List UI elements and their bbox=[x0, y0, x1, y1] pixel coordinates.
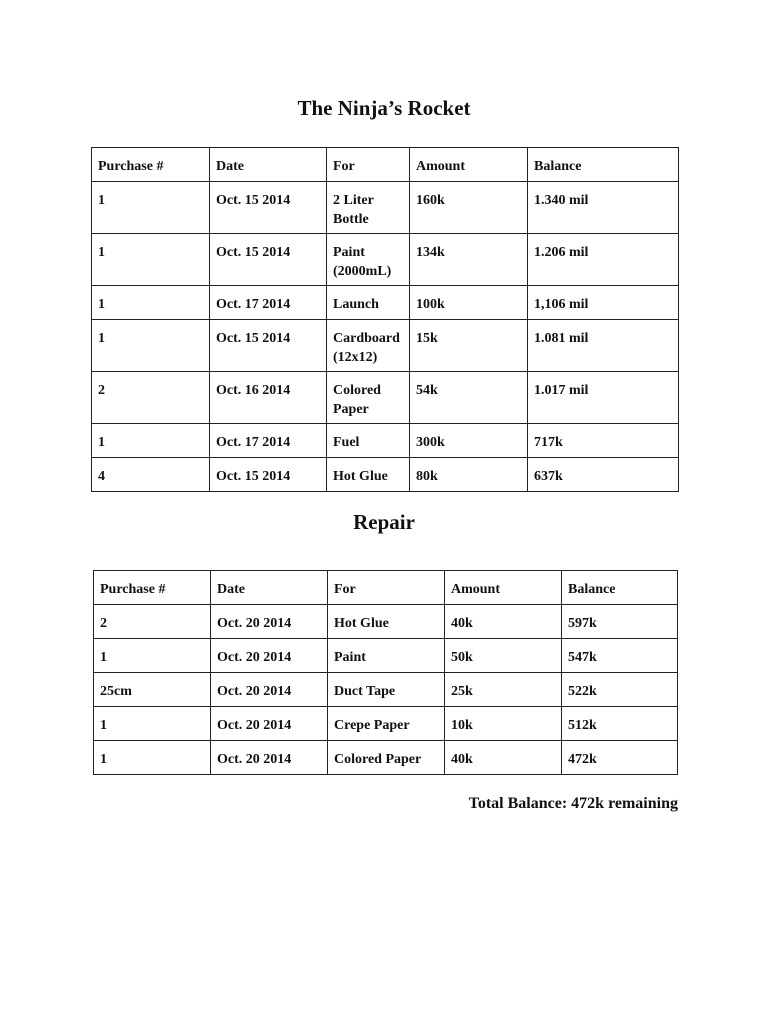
table-header-row bbox=[92, 148, 679, 182]
header-cell: Purchase # bbox=[94, 571, 211, 605]
table-cell: Paint (2000mL) bbox=[327, 234, 410, 286]
table-cell: 1 bbox=[92, 234, 210, 286]
header-cell: Date bbox=[210, 148, 327, 182]
table-cell: Oct. 15 2014 bbox=[210, 458, 327, 492]
table-cell: Hot Glue bbox=[328, 605, 445, 639]
table-cell: Crepe Paper bbox=[328, 707, 445, 741]
total-balance: Total Balance: 472k remaining bbox=[468, 795, 678, 812]
table-cell: 1.340 mil bbox=[528, 182, 679, 234]
table-cell: 547k bbox=[562, 639, 678, 673]
table-cell: 1 bbox=[92, 320, 210, 372]
table-cell: 134k bbox=[410, 234, 528, 286]
table-cell: Oct. 16 2014 bbox=[210, 372, 327, 424]
table-cell: 1 bbox=[92, 182, 210, 234]
table-cell: 300k bbox=[410, 424, 528, 458]
page-title: The Ninja’s Rocket bbox=[297, 96, 471, 120]
table-cell: Oct. 15 2014 bbox=[210, 234, 327, 286]
table-cell: Oct. 15 2014 bbox=[210, 182, 327, 234]
table-cell: 1 bbox=[94, 639, 211, 673]
header-cell: Amount bbox=[445, 571, 562, 605]
table-row bbox=[94, 639, 678, 673]
table-row bbox=[92, 182, 679, 234]
table-cell: Launch bbox=[327, 286, 410, 320]
table-cell: Cardboard (12x12) bbox=[327, 320, 410, 372]
header-cell: Date bbox=[211, 571, 328, 605]
table-row bbox=[92, 372, 679, 424]
table-row bbox=[94, 741, 678, 775]
table-cell: Oct. 20 2014 bbox=[211, 605, 328, 639]
table-cell: 717k bbox=[528, 424, 679, 458]
table-cell: Duct Tape bbox=[328, 673, 445, 707]
table-cell: Hot Glue bbox=[327, 458, 410, 492]
table-cell: Paint bbox=[328, 639, 445, 673]
header-cell: Balance bbox=[562, 571, 678, 605]
table-cell: Oct. 20 2014 bbox=[211, 741, 328, 775]
table-cell: 637k bbox=[528, 458, 679, 492]
header-cell: Amount bbox=[410, 148, 528, 182]
table-row bbox=[92, 424, 679, 458]
table-cell: Oct. 17 2014 bbox=[210, 424, 327, 458]
table-header-row bbox=[94, 571, 678, 605]
table-cell: 1.206 mil bbox=[528, 234, 679, 286]
table-cell: 1 bbox=[94, 741, 211, 775]
table-row bbox=[92, 320, 679, 372]
table-cell: 40k bbox=[445, 605, 562, 639]
table-cell: 472k bbox=[562, 741, 678, 775]
table-cell: 522k bbox=[562, 673, 678, 707]
table-cell: 2 Liter Bottle bbox=[327, 182, 410, 234]
table-cell: Oct. 20 2014 bbox=[211, 639, 328, 673]
table-cell: Oct. 15 2014 bbox=[210, 320, 327, 372]
table-row bbox=[94, 673, 678, 707]
table-cell: 1,106 mil bbox=[528, 286, 679, 320]
table-cell: 1.017 mil bbox=[528, 372, 679, 424]
header-cell: For bbox=[327, 148, 410, 182]
table-cell: Colored Paper bbox=[327, 372, 410, 424]
table-cell: 25cm bbox=[94, 673, 211, 707]
table-cell: 597k bbox=[562, 605, 678, 639]
table-cell: 50k bbox=[445, 639, 562, 673]
table-cell: Colored Paper bbox=[328, 741, 445, 775]
table-cell: 160k bbox=[410, 182, 528, 234]
table-cell: 15k bbox=[410, 320, 528, 372]
table-cell: 2 bbox=[92, 372, 210, 424]
table-cell: 512k bbox=[562, 707, 678, 741]
table-cell: 1 bbox=[92, 424, 210, 458]
table-cell: Oct. 20 2014 bbox=[211, 707, 328, 741]
purchases-table bbox=[91, 147, 679, 492]
table-cell: 25k bbox=[445, 673, 562, 707]
table-cell: 1.081 mil bbox=[528, 320, 679, 372]
table-row bbox=[94, 605, 678, 639]
table-row bbox=[92, 234, 679, 286]
table-row bbox=[92, 286, 679, 320]
header-cell: Purchase # bbox=[92, 148, 210, 182]
table-row bbox=[94, 707, 678, 741]
table-cell: 1 bbox=[94, 707, 211, 741]
table-cell: 54k bbox=[410, 372, 528, 424]
repair-table bbox=[93, 570, 678, 775]
table-cell: 10k bbox=[445, 707, 562, 741]
header-cell: For bbox=[328, 571, 445, 605]
table-cell: Oct. 20 2014 bbox=[211, 673, 328, 707]
table-cell: 4 bbox=[92, 458, 210, 492]
table-cell: Fuel bbox=[327, 424, 410, 458]
table-row bbox=[92, 458, 679, 492]
table-cell: Oct. 17 2014 bbox=[210, 286, 327, 320]
table-cell: 80k bbox=[410, 458, 528, 492]
table-cell: 100k bbox=[410, 286, 528, 320]
section-title-repair: Repair bbox=[353, 510, 415, 534]
table-cell: 40k bbox=[445, 741, 562, 775]
table-cell: 2 bbox=[94, 605, 211, 639]
table-cell: 1 bbox=[92, 286, 210, 320]
header-cell: Balance bbox=[528, 148, 679, 182]
